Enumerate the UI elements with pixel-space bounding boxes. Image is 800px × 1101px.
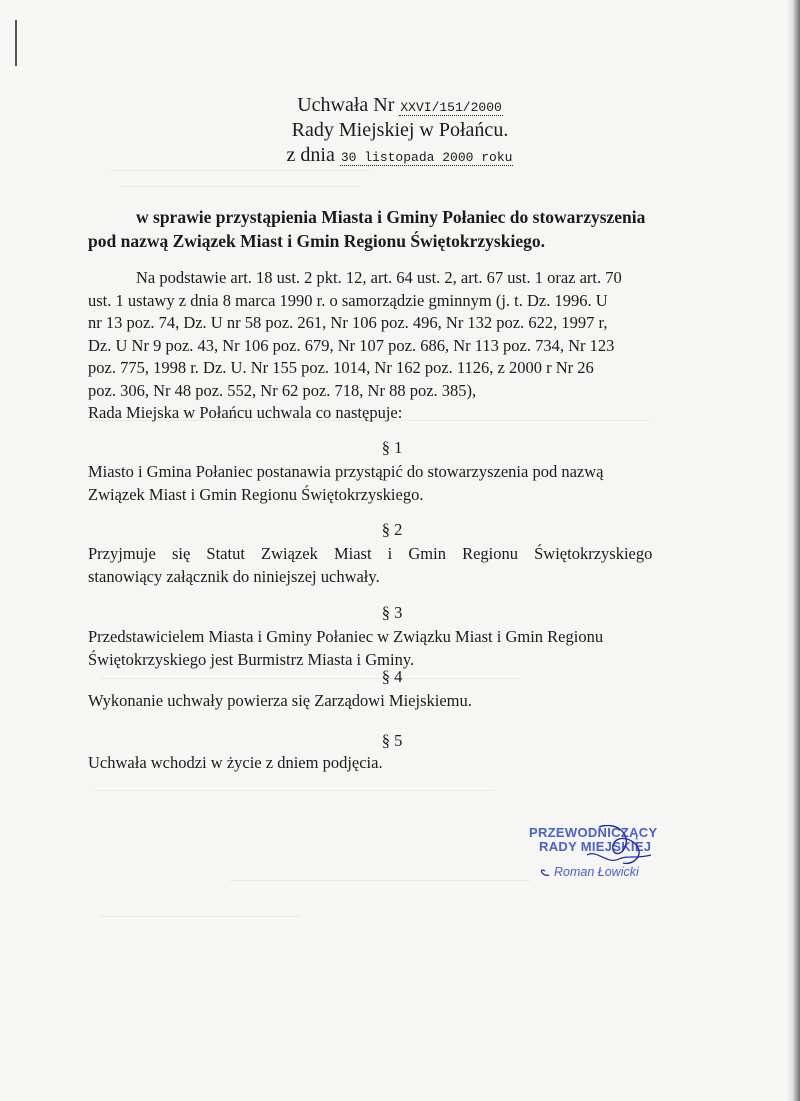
section-text	[88, 625, 696, 671]
section-line: Świętokrzyskiego jest Burmistrz Miasta i Gminy.	[88, 650, 415, 669]
section-text	[88, 751, 696, 774]
bleed-through	[100, 916, 300, 917]
bleed-through	[120, 186, 360, 187]
legal-basis-line: nr 13 poz. 74, Dz. U nr 58 poz. 261, Nr 106 poz. 496, Nr 132 poz. 622, 1997 r,	[88, 313, 608, 332]
section-mark: § 2	[381, 520, 403, 539]
legal-basis-line: Rada Miejska w Połańcu uchwala co następuje:	[88, 403, 403, 422]
section-mark: § 3	[381, 603, 403, 622]
section-mark: § 1	[381, 438, 403, 457]
section-line: Przyjmuje się Statut Związek Miast i Gmin Regionu Świętokrzyskiego	[88, 544, 653, 563]
bleed-through	[110, 170, 370, 171]
title-prefix: Uchwała Nr	[297, 94, 395, 116]
section-mark: § 5	[381, 731, 403, 750]
section-line: stanowiący załącznik do niniejszej uchwały.	[88, 567, 380, 586]
stamp-title: PRZEWODNICZĄCY	[529, 825, 658, 840]
legal-basis-line: ust. 1 ustawy z dnia 8 marca 1990 r. o samorządzie gminnym (j. t. Dz. 1996. U	[88, 290, 608, 310]
section-text	[88, 542, 696, 588]
section-line: Przedstawicielem Miasta i Gminy Połaniec w Związku Miast i Gmin Regionu	[88, 627, 604, 646]
stamp-council: RADY MIEJSKIEJ	[539, 839, 652, 854]
legal-basis	[88, 267, 688, 425]
signature-icon	[527, 825, 687, 885]
resolution-date: 30 listopada 2000 roku	[340, 150, 513, 165]
stamp-name: Roman Łowicki	[554, 865, 639, 879]
council-name: Rady Miejskiej w Połańcu.	[291, 119, 509, 141]
legal-basis-line: poz. 306, Nr 48 poz. 552, Nr 62 poz. 718, Nr 88 poz. 385),	[88, 380, 477, 400]
scan-edge-mark	[15, 20, 17, 66]
date-line	[0, 144, 800, 167]
resolution-subject	[88, 205, 728, 253]
section-line: Związek Miast i Gmin Regionu Świętokrzyskiego.	[88, 485, 424, 504]
legal-basis-line: poz. 775, 1998 r. Dz. U. Nr 155 poz. 1014, Nr 162 poz. 1126, z 2000 r Nr 26	[88, 358, 594, 377]
subject-line: w sprawie przystąpienia Miasta i Gminy Połaniec do stowarzyszenia	[136, 207, 646, 227]
resolution-number-line	[0, 94, 800, 117]
date-prefix: z dnia	[286, 144, 335, 166]
legal-basis-line: Na podstawie art. 18 ust. 2 pkt. 12, art. 64 ust. 2, art. 67 ust. 1 oraz art. 70	[136, 268, 622, 287]
section-line: Uchwała wchodzi w życie z dniem podjęcia.	[88, 753, 383, 772]
resolution-number: XXVI/151/2000	[400, 100, 502, 115]
bleed-through	[230, 880, 530, 881]
section-line: Miasto i Gmina Połaniec postanawia przystąpić do stowarzyszenia pod nazwą	[88, 462, 604, 481]
section-line: Wykonanie uchwały powierza się Zarządowi Miejskiemu.	[88, 691, 472, 710]
chairman-stamp	[527, 825, 687, 885]
subject-line: pod nazwą Związek Miast i Gmin Regionu Świętokrzyskiego.	[88, 231, 545, 251]
section-text	[88, 460, 696, 506]
bleed-through	[95, 790, 495, 791]
section-mark: § 4	[381, 667, 403, 686]
legal-basis-line: Dz. U Nr 9 poz. 43, Nr 106 poz. 679, Nr 107 poz. 686, Nr 113 poz. 734, Nr 123	[88, 335, 615, 355]
section-text	[88, 689, 696, 712]
